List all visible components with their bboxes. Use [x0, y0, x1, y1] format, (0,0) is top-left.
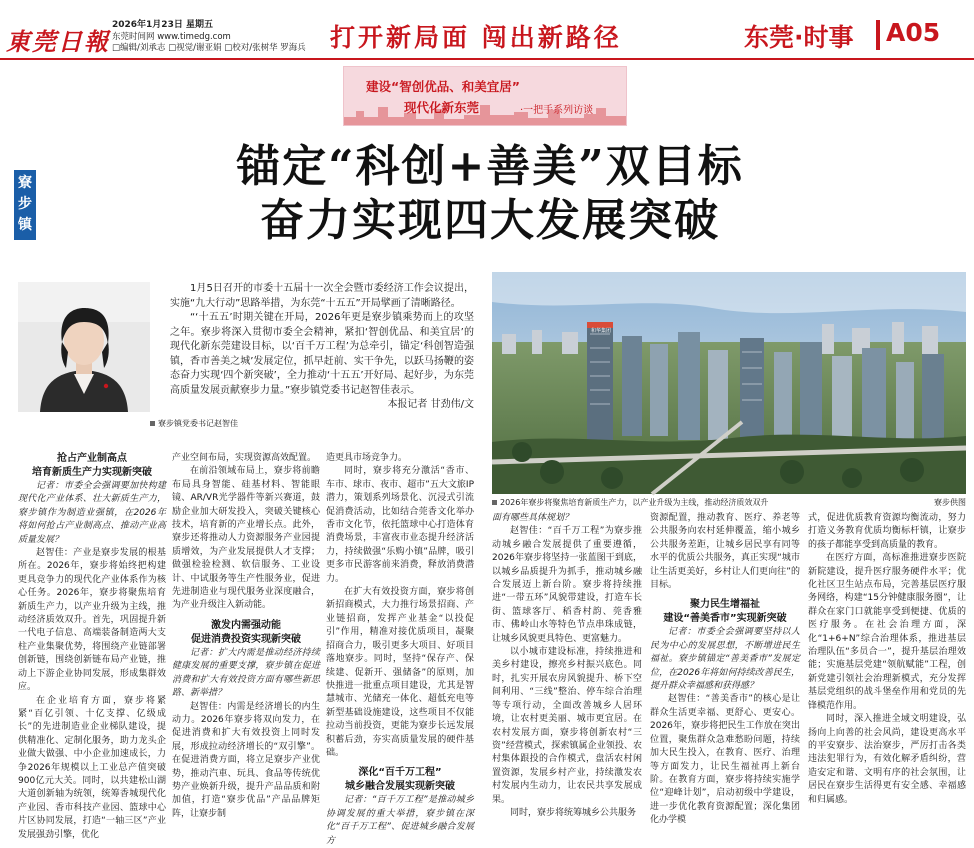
subhead-livelihood-2: 建设“善美香市”实现新突破 [663, 613, 787, 625]
city-aerial-image [492, 272, 966, 494]
paragraph-2-2: 在前沿领域布局上，寮步将前瞻布局具身智能、硅基材料、智能眼镜、AR/VR光学器件等新兴赛道，鼓励企业加大研发投入，突破关键核心技术，培育新的产业增长点。此外，寮步还将推动人力资源服务产业园提质增效，为产业发展提供人才支撑；做强检验检测、软信服务、工业设计、中试服务等生产性服务业，促进先进制造业与现代服务业深度融合，为产业升级注入新动能。 [172, 466, 320, 611]
building-sign: 和华集团 [591, 328, 612, 334]
newspaper-logo: 東莞日報 [6, 27, 110, 56]
website-line: 东莞时间网 www.timedg.com [112, 31, 231, 42]
town-tag-text: 寮步镇 [18, 175, 32, 233]
subhead-livelihood-1: 聚力民生增福祉 [690, 599, 760, 611]
answer-3: 赵智佳：“百千万工程”为寮步推动城乡融合发展提供了重要遵循，2026年寮步将坚持一张蓝图干到底，以城乡品质提升为抓手，推动城乡融合发展迈上新台阶。寮步将持续推进“一带五环”风貌带建设，打造车长街、篮球客厅、稻香村韵、莞香雅市、佛岭山水等特色节点串珠成链，让城乡风貌更具特色、更富魅力。 [492, 526, 642, 644]
portrait-photo [18, 282, 150, 412]
intro-text [170, 282, 474, 413]
reporter-credit: 本报记者 甘劲伟/文 [387, 399, 474, 410]
article-column-3 [326, 452, 474, 846]
paragraph-6-1: 式，促进优质教育资源均衡流动，努力打造义务教育优质均衡标杆镇，让寮步的孩子都能享受到高质量的教育。 [808, 513, 966, 550]
portrait-caption-text: 寮步镇党委书记赵智佳 [158, 419, 238, 428]
subhead-demand-1: 激发内需强动能 [211, 619, 281, 631]
paragraph-3-2: 同时，寮步将充分激活“香市、车市、球市、夜市、超市”五大文旅IP潜力，策划系列场景化、沉浸式引流促消费活动，比如结合莞香文化举办香市文化节，依托篮球中心打造体育消费场景，丰富夜市业态提升经济活力，持续做强“乐购小镇”品牌，吸引更多市民游客前来消费，释放消费潜力。 [326, 466, 474, 584]
banner-line-1: 建设“智创优品、和美宜居” [366, 79, 520, 94]
intro-paragraph-2: “‘十五五’时期关键在开局，2026年更是寮步镇乘势而上的攻坚之年。寮步将深入贯彻市委全会精神，紧扣‘智创优品、和美宜居’的现代化新东莞建设目标，以‘百千万工程’为总牵引，锚定‘科创智造强镇，香市善美之城’发展定位，抓早赶前、实干争先，以跃马扬鞭的姿态奋力实现‘四个新突破’，全力推动‘十五五’开好局、起好步，为东莞高质量发展贡献寮步力量。”寮步镇党委书记赵智佳表示。 [170, 312, 474, 396]
paragraph-2-1: 产业空间布局，实现资源高效配置。 [172, 453, 317, 463]
paragraph-1-2: 在企业培育方面，寮步将紧紧“百亿引领、十亿支撑、亿级成长”的先进制造业企业梯队建设，提供精准化、定制化服务，助力龙头企业做大做强、中小企业加速成长，力争2026年规模以上工业总产值突破900亿元大关。同时，以共建松山湖大道创新轴为统领，统筹香城现代化产业园、香市科技产业园、篮球中心片区协同发展，打造“一轴三区”产业发展强劲引擎，优化 [18, 695, 166, 840]
staff-credits: □编辑/刘承志 □视觉/谢亚娟 □校对/张树华 罗海兵 [112, 43, 306, 53]
question-3-end: 面有哪些具体规划？ [492, 513, 574, 523]
photo-caption-text: 2026年寮步将聚焦培育新质生产力，以产业升级为主线，推动经济质效双升 [500, 498, 769, 507]
section-name: 东莞·时事 [744, 23, 854, 52]
paragraph-4-2: 以小城市建设标准，持续推进和美乡村建设，擦亮乡村振兴底色。同时，扎实开展农房风貌提升、桥下空间利用、“三线”整治、停车综合治理等专项行动，全面改善城乡人居环境，让农村更美丽、城市更宜居。在农村发展方面，寮步将创新农村“三资”经营模式，探索镇属企业领投、农村集体跟投的合作模式，盘活农村闲置资源，发展乡村产业，持续激发农村发展内生动力，让农民共享发展成果。 [492, 647, 642, 805]
page-number: A05 [886, 18, 941, 47]
answer-1: 赵智佳：产业是寮步发展的根基所在。2026年，寮步将始终把构建更具竞争力的现代化产业体系作为核心任务。2026年，寮步将聚焦培育新质生产力，以产业升级为主线，推动经济质效双升。首先，巩固提升新一代电子信息、高端装备制造两大支柱产业集聚优势，将围绕产业链部署创新链，围绕创新链布局产业链，推动上下游企业协同发展，形成集群效应。 [18, 548, 166, 693]
subhead-industry-2: 培育新质生产力实现新突破 [32, 467, 152, 478]
paragraph-6-2: 在医疗方面，高标准推进寮步医院新院建设，提升医疗服务硬件水平；优化社区卫生站点布局，完善基层医疗服务网络，构建“15分钟健康服务圈”，让群众在家门口就能享受到便捷、优质的医疗服务。在社会治理方面，深化“1+6+N”综合治理体系，推进基层治理队伍“多员合一”，提升基层治理效能；实施基层党建“领航赋能”工程，创新党建引领社会治理新模式，充分发挥基层党组织的战斗堡垒作用和党员的先锋模范作用。 [808, 553, 966, 711]
question-2: 记者：扩大内需是推动经济持续健康发展的重要支撑，寮步镇在促进消费和扩大有效投资方面有哪些新思路、新举措？ [172, 647, 320, 699]
subhead-industry-1: 抢占产业制高点 [57, 453, 127, 464]
photo-caption [492, 497, 966, 508]
cityscape-photo [492, 272, 966, 494]
caption-marker [492, 500, 497, 505]
subhead-urban-rural-2: 城乡融合发展实现新突破 [345, 781, 455, 793]
article-column-4 [492, 512, 642, 818]
subhead-urban-rural-1: 深化“百千万工程” [358, 767, 442, 779]
intro-paragraph-1: 1月5日召开的市委十五届十一次全会暨市委经济工作会议提出，实施“九大行动”思路举措，为东莞“十五五”开局擘画了清晰路径。 [170, 283, 474, 309]
paragraph-6-3: 同时，深入推进全域文明建设，弘扬向上向善的社会风尚，建设更高水平的平安寮步、法治寮步，严厉打击各类违法犯罪行为，有效化解矛盾纠纷，营造安定和谐、文明有序的社会氛围，让居民在寮步生活得更有安全感、幸福感和归属感。 [808, 714, 966, 805]
paragraph-3-3: 在扩大有效投资方面，寮步将创新招商模式，大力推行场景招商、产业链招商，发挥产业基金“以投促引”作用，精准对接优质项目，凝聚招商合力，吸引更多大项目、好项目落地寮步。同时，坚持“保存产、保续建、促新开、强储备”的原则，加快推进一批重点项目建设，尤其是智慧城市、光储充一体化、超低充电等新型基础设施建设，这些项目不仅能拉动当前投资，更能为寮步长远发展积蓄后劲，夯实高质量发展的硬件基础。 [326, 587, 474, 758]
answer-4: 赵智佳：“善美香市”的核心是让群众生活更幸福、更舒心、更安心。2026年，寮步将把民生工作放在突出位置，聚焦群众急难愁盼问题，持续加大民生投入，在教育、医疗、治理等方面发力，让民生福祉再上新台阶。在教育方面，寮步将持续实施学位“迎峰计划”，启动初级中学建设，进一步优化教育资源配置；深化集团化办学模 [650, 694, 800, 826]
banner-line-2: 现代化新东莞 [404, 100, 480, 115]
town-tag [14, 170, 36, 240]
subhead-demand-2: 促进消费投资实现新突破 [191, 633, 301, 645]
banner-line-3: ·一把手系列访谈 [520, 105, 594, 116]
caption-marker [150, 421, 155, 426]
paragraph-3-1: 造更具市场竞争力。 [326, 453, 408, 463]
headline [120, 140, 860, 248]
article-column-1 [18, 452, 166, 840]
headline-line-2: 奋力实现四大发展突破 [260, 195, 720, 246]
page-slogan: 打开新局面 闯出新路径 [330, 23, 622, 52]
article-column-6 [808, 512, 966, 805]
question-4: 记者：市委全会强调要坚持以人民为中心的发展思想，不断增进民生福祉。寮步镇锚定“善美香市”发展定位，在2026年将如何持续改善民生，提升群众幸福感和获得感？ [650, 627, 800, 692]
question-1: 记者：市委全会强调要加快构建现代化产业体系、壮大新质生产力，寮步镇作为制造业强镇，在2026年将如何抢占产业制高点、推动产业高质量发展？ [18, 481, 166, 545]
paragraph-4-3: 同时，寮步将统筹城乡公共服务 [510, 807, 637, 818]
issue-date: 2026年1月23日 星期五 [112, 20, 213, 30]
article-column-2 [172, 452, 320, 819]
masthead-rule [0, 58, 974, 60]
photo-credit: 寮步供图 [934, 498, 966, 507]
portrait-caption [150, 418, 238, 429]
section-divider [876, 20, 880, 50]
series-banner [343, 66, 627, 126]
question-3: 记者：“百千万工程”是推动城乡协调发展的重大举措，寮步镇在深化“百千万工程”、促进城乡融合发展方 [326, 795, 474, 846]
masthead-info [112, 20, 327, 55]
article-column-5 [650, 512, 800, 826]
person-portrait-icon [18, 282, 150, 412]
answer-2: 赵智佳：内需是经济增长的内生动力。2026年寮步将双向发力，在促进消费和扩大有效投资上同时发展，形成拉动经济增长的“双引擎”。在促进消费方面，将立足寮步产业优势，推动汽車、玩具、食品等传统优势产业焕新升级，提升产品品质和附加值，打造“寮步优品”产品品牌矩阵，让寮步制 [172, 701, 320, 819]
paragraph-5-1: 资源配置，推动教育、医疗、养老等公共服务向农村延伸覆盖，缩小城乡公共服务差距，让城乡居民享有同等水平的优质公共服务，真正实现“城市让生活更美好，乡村让人们更向往”的目标。 [650, 513, 800, 591]
headline-line-1: 锚定“科创+善美”双目标 [236, 141, 744, 192]
